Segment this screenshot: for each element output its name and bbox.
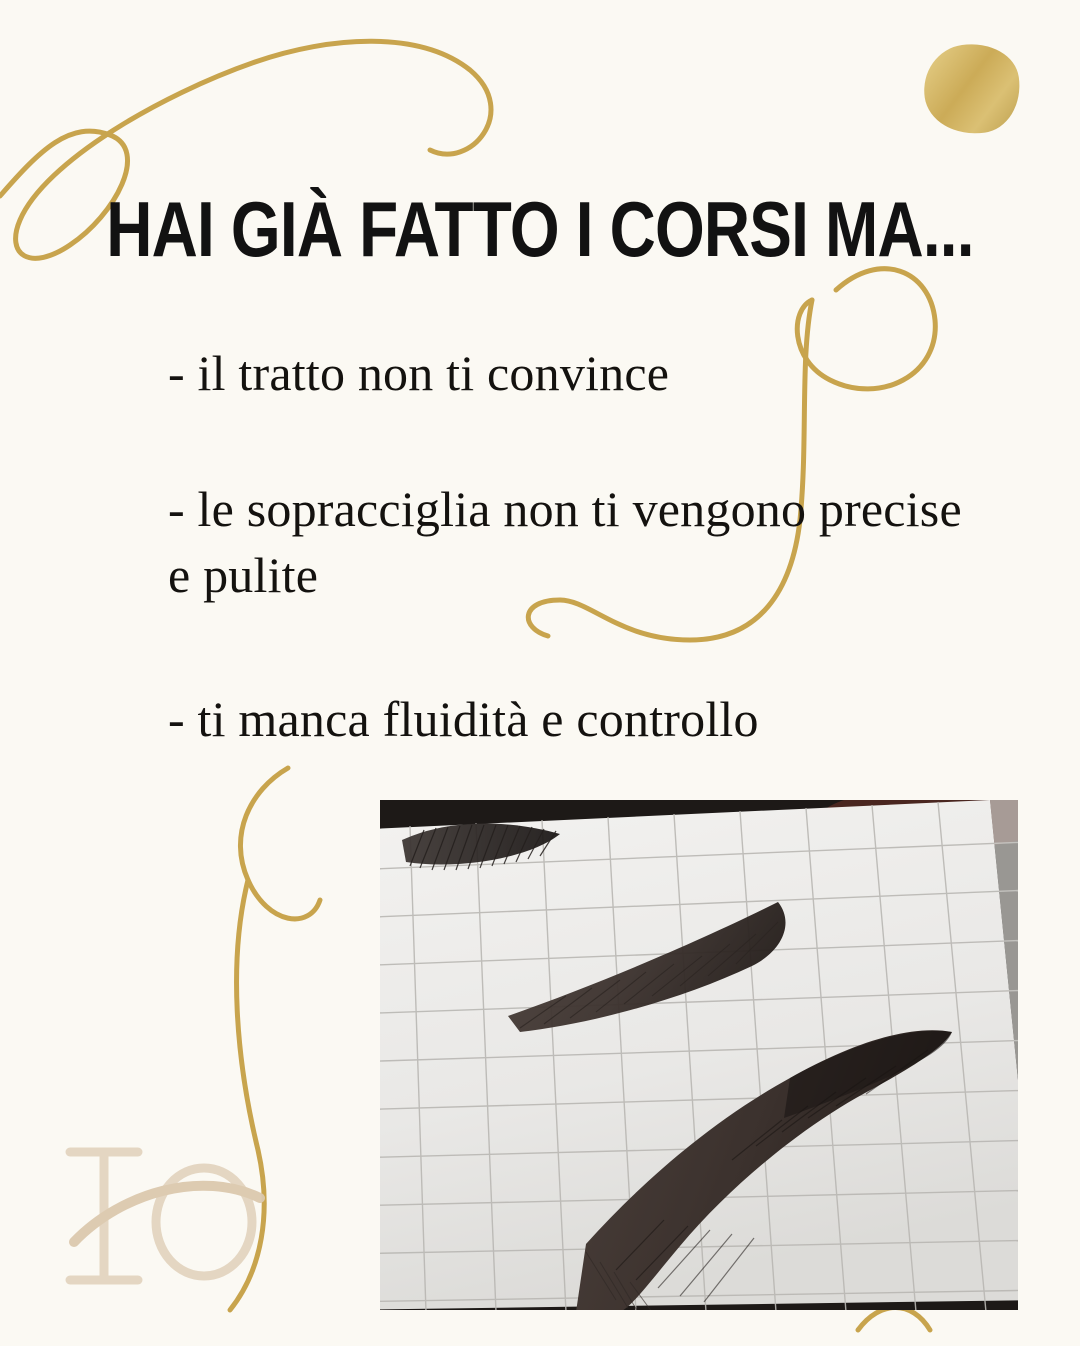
microblading-practice-photo bbox=[380, 800, 1018, 1310]
page-title: HAI GIÀ FATTO I CORSI MA... bbox=[106, 185, 974, 273]
list-item: - ti manca fluidità e controllo bbox=[168, 691, 759, 747]
list-item: - il tratto non ti convince bbox=[168, 345, 670, 401]
gold-blob-icon bbox=[918, 38, 1026, 140]
list-item: - le sopracciglia non ti vengono precise e pulite bbox=[168, 481, 962, 603]
io-monogram-logo bbox=[52, 1130, 282, 1300]
bullet-list bbox=[168, 330, 978, 752]
